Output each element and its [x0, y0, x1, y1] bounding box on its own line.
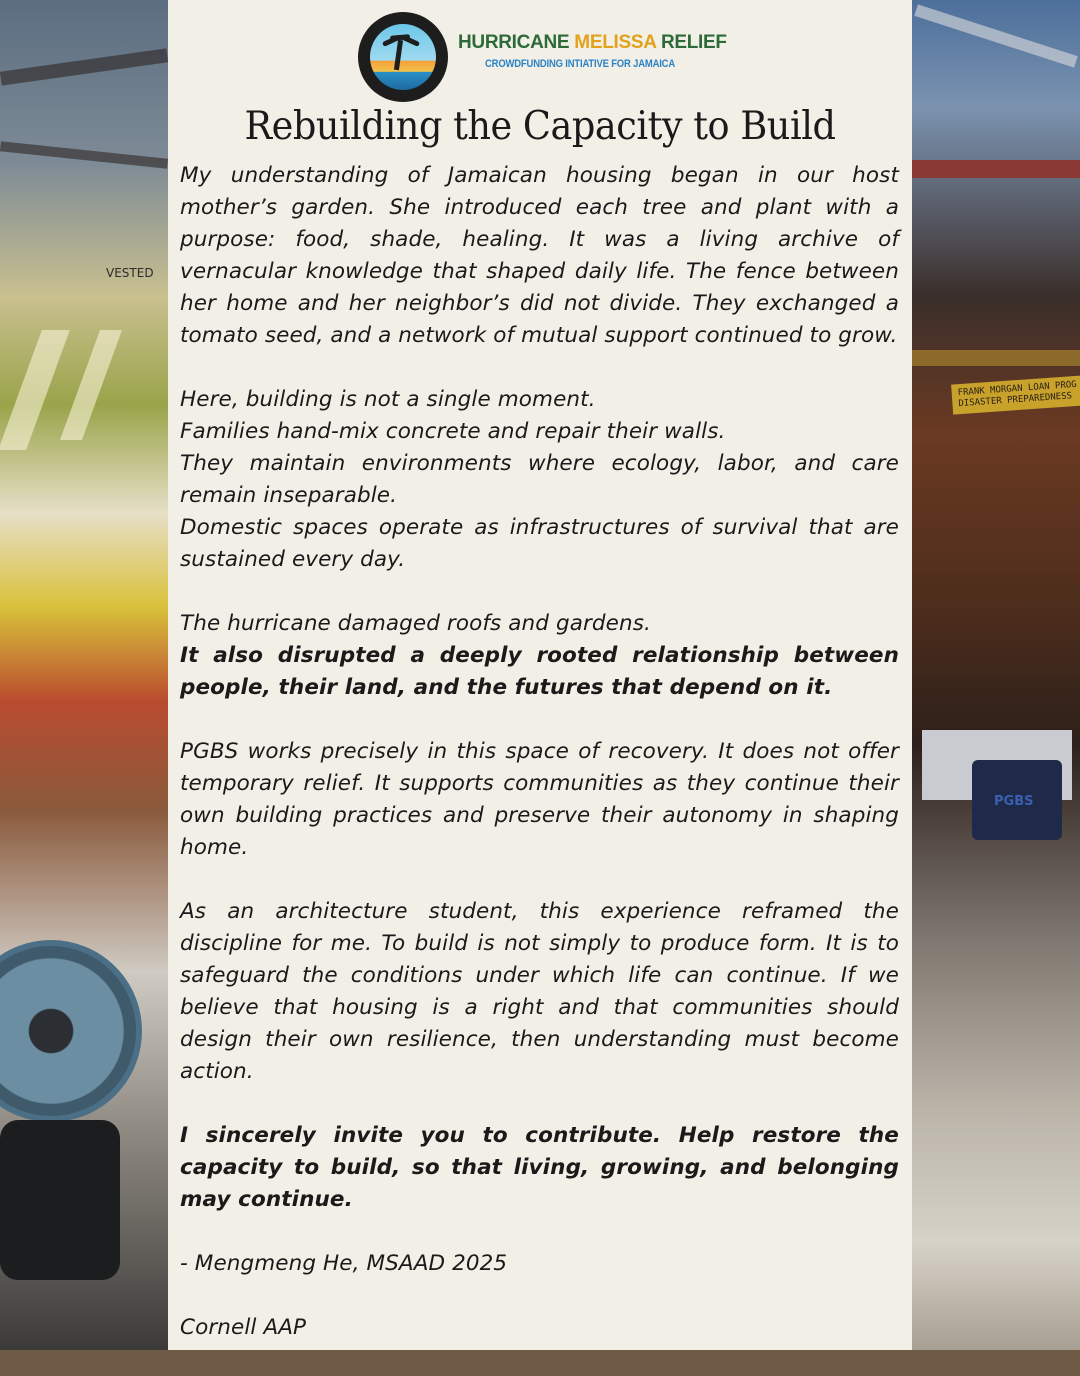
sunlight-stripe: [60, 330, 122, 440]
roof-beam: [912, 160, 1080, 178]
loan-program-banner: FRANK MORGAN LOAN PROG DISASTER PREPAREDNESS: [951, 375, 1080, 414]
logo-title-word: HURRICANE: [458, 32, 570, 53]
signature-affiliation: Cornell AAP: [180, 1315, 307, 1340]
paragraph-line: The hurricane damaged roofs and gardens.: [180, 611, 651, 636]
paragraph-line: Here, building is not a single moment.: [180, 387, 596, 412]
content-card: [168, 0, 912, 1350]
logo-title-word: RELIEF: [660, 32, 727, 53]
roof-beam: [0, 141, 168, 169]
roof-beam: [912, 350, 1080, 366]
page-title: Rebuilding the Capacity to Build: [244, 104, 836, 149]
chair-icon: [972, 760, 1062, 840]
sunlight-stripe: [0, 330, 70, 450]
fan-icon: [0, 940, 142, 1122]
speaker-icon: [0, 1120, 120, 1280]
background-photo-right: [912, 0, 1080, 1350]
background-photo-left: [0, 0, 168, 1350]
signature-name: - Mengmeng He, MSAAD 2025: [180, 1251, 508, 1276]
emphasis-paragraph: It also disrupted a deeply rooted relationship between people, their land, and the futures that depend on it.: [180, 643, 899, 700]
paragraph-line: They maintain environments where ecology, labor, and care remain inseparable.: [180, 451, 899, 508]
letter-body: [180, 160, 899, 1376]
roof-beam: [914, 4, 1077, 67]
university-seal-icon: [358, 12, 448, 102]
logo-subtitle: CROWDFUNDING INTIATIVE FOR JAMAICA: [485, 58, 676, 70]
paragraph: PGBS works precisely in this space of recovery. It does not offer temporary relief. It supports communities as they continue their own building practices and preserve their autonomy in shaping home.: [180, 739, 899, 860]
paragraph: My understanding of Jamaican housing began in our host mother’s garden. She introduced each tree and plant with a purpose: food, shade, healing. It was a living archive of vernacular knowledge that shaped daily life. The fence between her home and her neighbor’s did not divide. They exchanged a tomato seed, and a network of mutual support continued to grow.: [180, 163, 899, 348]
roof-beam: [0, 48, 168, 85]
paragraph: As an architecture student, this experience reframed the discipline for me. To build is not simply to produce form. It is to safeguard the conditions under which life can continue. If we believe that housing is a right and that communities should design their own resilience, then understanding must become action.: [180, 899, 899, 1084]
logo-title-word: MELISSA: [574, 32, 656, 53]
logo-title: [458, 32, 727, 54]
logo-header: [358, 12, 738, 102]
chair-label: PGBS: [994, 794, 1034, 809]
paragraph-line: Domestic spaces operate as infrastructures of survival that are sustained every day.: [180, 515, 899, 572]
wall-sign: VESTED: [106, 266, 154, 280]
paragraph-line: Families hand-mix concrete and repair their walls.: [180, 419, 726, 444]
call-to-action: I sincerely invite you to contribute. Help restore the capacity to build, so that living, growing, and belonging may continue.: [180, 1123, 899, 1212]
palm-tree-icon: [370, 24, 436, 90]
